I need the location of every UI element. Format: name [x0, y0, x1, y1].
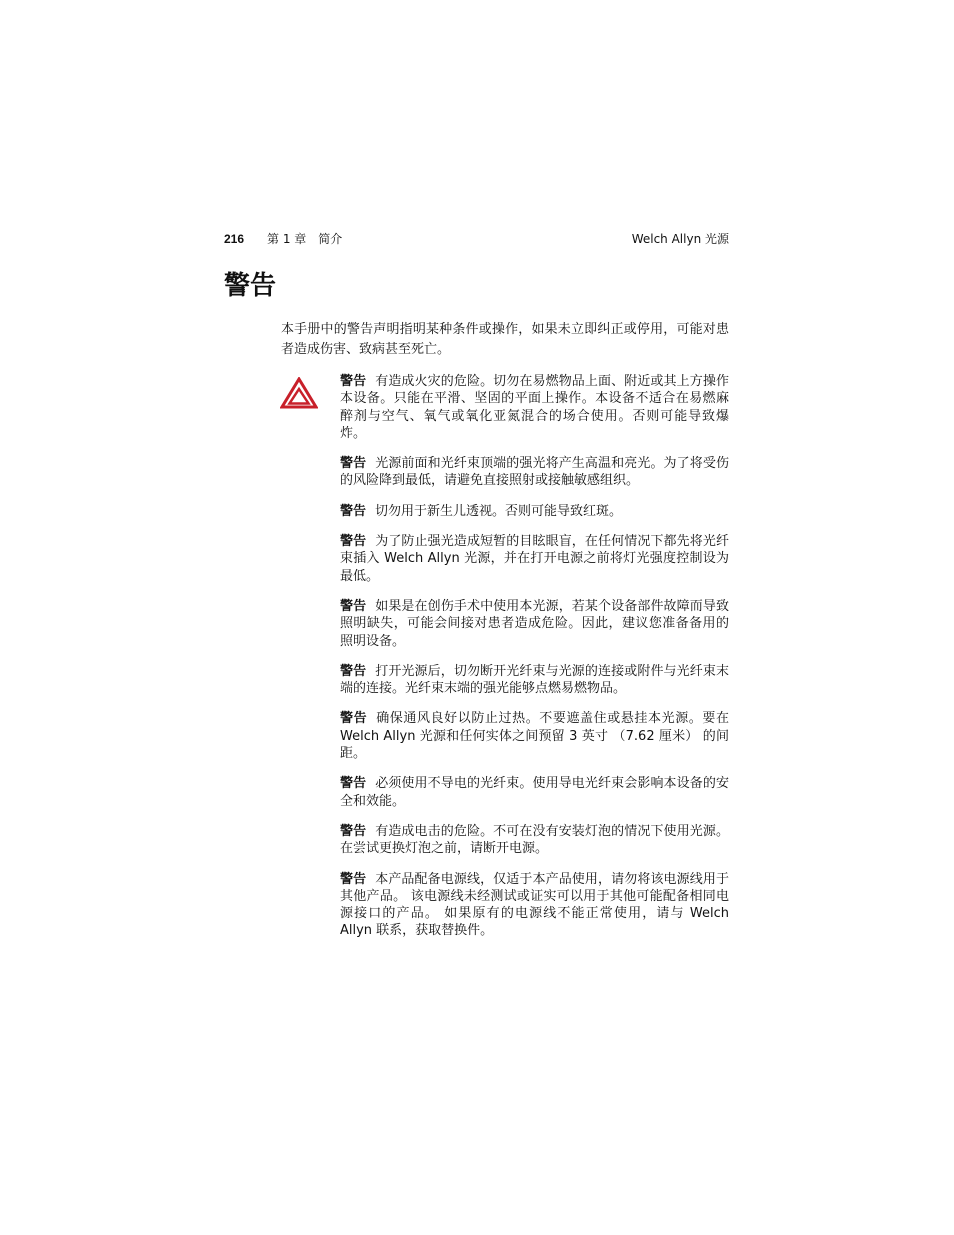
warning-label: 警告 [340, 871, 367, 887]
warning-list [340, 373, 729, 953]
warning-item [340, 373, 729, 442]
warning-label: 警告 [340, 823, 367, 839]
warning-item [340, 503, 729, 520]
warning-text: 本产品配备电源线，仅适于本产品使用，请勿将该电源线用于其他产品。 该电源线未经测试或证实可以用于其他可能配备相同电源接口的产品。 如果原有的电源线不能正常使用，请与 Welch Allyn 联系，获取替换件。 [340, 871, 729, 939]
warning-item [340, 871, 729, 940]
warning-text: 为了防止强光造成短暂的目眩眼盲，在任何情况下都先将光纤束插入 Welch Allyn 光源，并在打开电源之前将灯光强度控制设为最低。 [340, 534, 729, 584]
page-header [224, 231, 729, 247]
header-product-name: Welch Allyn 光源 [631, 232, 729, 246]
warning-text: 有造成电击的危险。不可在没有安装灯泡的情况下使用光源。在尝试更换灯泡之前，请断开电源。 [340, 823, 729, 857]
warning-text: 确保通风良好以防止过热。不要遮盖住或悬挂本光源。要在 Welch Allyn 光源和任何实体之间预留 3 英寸 （7.62 厘米） 的间距。 [340, 711, 729, 762]
page-title: 警告 [224, 271, 277, 301]
warning-label: 警告 [340, 374, 367, 389]
warning-label: 警告 [340, 711, 368, 727]
warning-label: 警告 [340, 503, 367, 519]
intro-paragraph: 本手册中的警告声明指明某种条件或操作，如果未立即纠正或停用，可能对患者造成伤害、致病甚至死亡。 [281, 322, 729, 357]
warning-text: 必须使用不导电的光纤束。使用导电光纤束会影响本设备的安全和效能。 [340, 776, 729, 809]
warning-item [340, 598, 729, 650]
warning-triangle-icon [280, 377, 318, 409]
warning-item [340, 775, 729, 810]
warning-item [340, 455, 729, 490]
warning-item [340, 663, 729, 698]
warning-label: 警告 [340, 663, 367, 679]
warning-text: 有造成火灾的危险。切勿在易燃物品上面、附近或其上方操作本设备。只能在平滑、坚固的平面上操作。本设备不适合在易燃麻醉剂与空气、氧气或氧化亚氮混合的场合使用。否则可能导致爆炸。 [340, 374, 729, 441]
warning-text: 光源前面和光纤束顶端的强光将产生高温和亮光。为了将受伤的风险降到最低，请避免直接照射或接触敏感组织。 [340, 456, 729, 489]
warning-item [340, 710, 729, 762]
warning-label: 警告 [340, 534, 367, 550]
warning-text: 打开光源后，切勿断开光纤束与光源的连接或附件与光纤束末端的连接。光纤束末端的强光能够点燃易燃物品。 [340, 663, 729, 697]
warning-label: 警告 [340, 598, 367, 614]
warning-text: 切勿用于新生儿透视。否则可能导致红斑。 [375, 503, 623, 519]
warning-text: 如果是在创伤手术中使用本光源，若某个设备部件故障而导致照明缺失，可能会间接对患者造成危险。因此，建议您准备备用的照明设备。 [340, 598, 729, 649]
chapter-label: 第 1 章 简介 [267, 232, 343, 246]
warning-label: 警告 [340, 776, 367, 792]
warning-item [340, 823, 729, 858]
page-number: 216 [224, 232, 245, 246]
warning-item [340, 533, 729, 585]
warning-label: 警告 [340, 456, 367, 472]
